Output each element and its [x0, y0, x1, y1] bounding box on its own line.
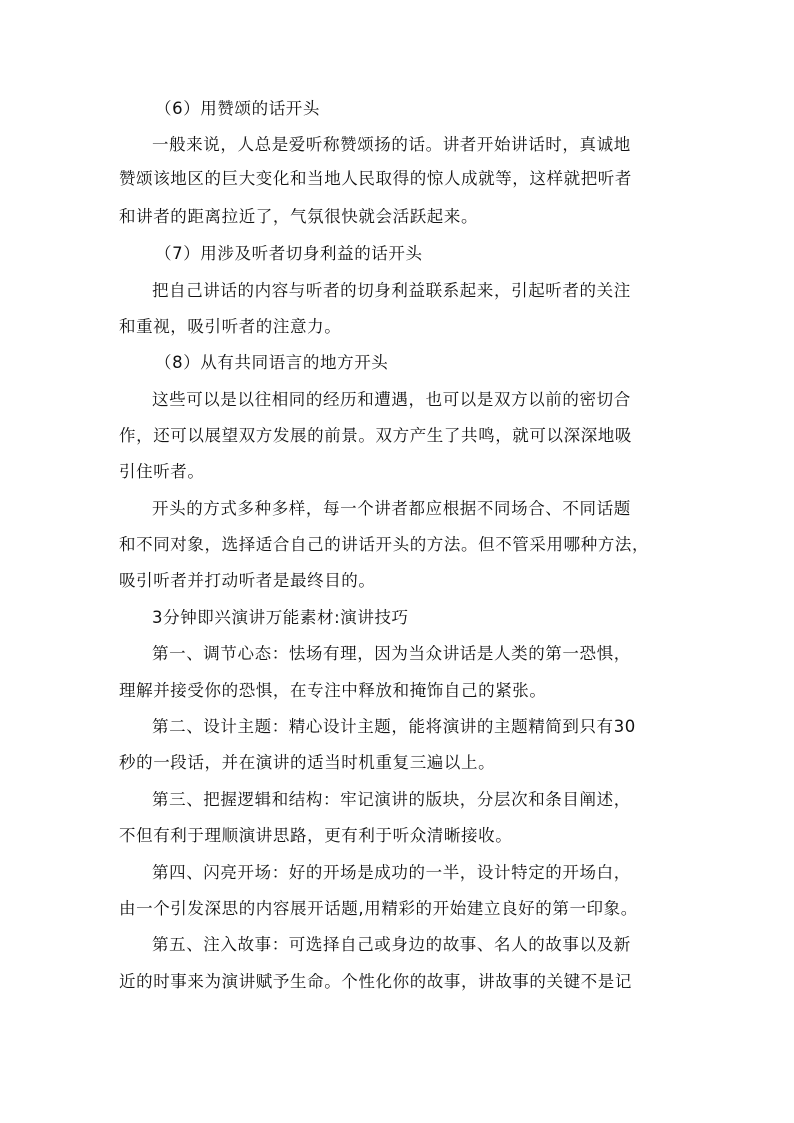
- paragraph-line: 赞颂该地区的巨大变化和当地人民取得的惊人成就等，这样就把听者: [119, 169, 632, 188]
- paragraph-line: 近的时事来为演讲赋予生命。个性化你的故事，讲故事的关键不是记: [119, 972, 632, 991]
- paragraph-line: 第四、闪亮开场：好的开场是成功的一半，设计特定的开场白，: [152, 863, 631, 882]
- paragraph-line: 第五、注入故事：可选择自己或身边的故事、名人的故事以及新: [152, 935, 631, 954]
- heading-6: （6）用赞颂的话开头: [155, 99, 320, 118]
- heading-8: （8）从有共同语言的地方开头: [155, 353, 389, 372]
- paragraph-line: 一般来说，人总是爱听称赞颂扬的话。讲者开始讲话时，真诚地: [152, 135, 631, 154]
- paragraph-line: 第一、调节心态：怯场有理，因为当众讲话是人类的第一恐惧，: [152, 644, 631, 663]
- paragraph-line: 第二、设计主题：精心设计主题，能将演讲的主题精简到只有30: [152, 717, 636, 736]
- paragraph-line: 作，还可以展望双方发展的前景。双方产生了共鸣，就可以深深地吸: [119, 426, 632, 445]
- paragraph-line: 第三、把握逻辑和结构：牢记演讲的版块，分层次和条目阐述，: [152, 790, 631, 809]
- paragraph-line: 吸引听者并打动听者是最终目的。: [119, 571, 376, 590]
- paragraph-line: 把自己讲话的内容与听者的切身利益联系起来，引起听者的关注: [152, 281, 631, 300]
- paragraph-line: 不但有利于理顺演讲思路，更有利于听众清晰接收。: [119, 826, 513, 845]
- paragraph-line: 这些可以是以往相同的经历和遭遇，也可以是双方以前的密切合: [152, 390, 631, 409]
- paragraph-line: 由一个引发深思的内容展开话题,用精彩的开始建立良好的第一印象。: [119, 899, 638, 918]
- paragraph-line: 和讲者的距离拉近了，气氛很快就会活跃起来。: [119, 207, 479, 226]
- heading-7: （7）用涉及听者切身利益的话开头: [155, 244, 423, 263]
- paragraph-line: 理解并接受你的恐惧，在专注中释放和掩饰自己的紧张。: [119, 681, 547, 700]
- paragraph-line: 秒的一段话，并在演讲的适当时机重复三遍以上。: [119, 753, 496, 772]
- paragraph-line: 和不同对象，选择适合自己的讲话开头的方法。但不管采用哪种方法，: [119, 535, 650, 554]
- paragraph-line: 开头的方式多种多样，每一个讲者都应根据不同场合、不同话题: [152, 499, 631, 518]
- paragraph-line: 引住听者。: [119, 462, 205, 481]
- section-heading: 3分钟即兴演讲万能素材:演讲技巧: [152, 608, 409, 627]
- paragraph-line: 和重视，吸引听者的注意力。: [119, 317, 342, 336]
